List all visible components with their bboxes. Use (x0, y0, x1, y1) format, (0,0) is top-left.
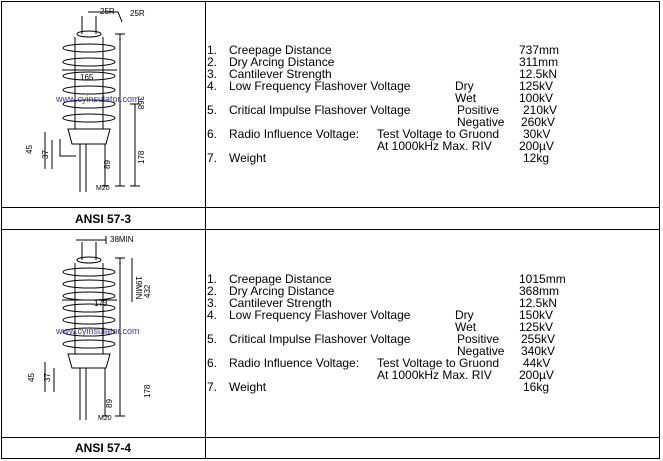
spec-value: 30kV (523, 127, 551, 141)
dim-label: 432 (143, 284, 152, 298)
dim-label: 38MIN (110, 235, 134, 244)
spec-value: 125kV (519, 320, 554, 334)
spec-value: 340kV (521, 344, 556, 358)
row-divider (1, 437, 660, 438)
spec-value: 311mm (519, 55, 559, 69)
spec-num: 6. (207, 127, 218, 141)
spec-condition: Dry (455, 79, 474, 93)
spec-num: 7. (207, 380, 218, 394)
spec-num: 2. (207, 284, 218, 298)
spec-label: Creepage Distance (229, 43, 332, 57)
spec-value: 210kV (523, 103, 558, 117)
spec-condition: Dry (455, 308, 474, 322)
spec-value: 16kg (523, 380, 550, 394)
dim-label: 178 (137, 150, 146, 164)
spec-value: 255kV (521, 332, 556, 346)
spec-condition: Positive (457, 332, 500, 346)
dim-label: 178 (143, 384, 152, 398)
spec-label: Low Frequency Flashover Voltage (229, 79, 411, 93)
insulator-drawing-57-3 (20, 4, 190, 202)
spec-num: 6. (207, 356, 218, 370)
dim-label: 25R (100, 7, 115, 16)
dim-label: 368 (136, 96, 145, 110)
dim-label: M20 (98, 415, 112, 422)
watermark: www.cyinsulator.com (56, 326, 140, 336)
spec-label: Critical Impulse Flashover Voltage (229, 103, 411, 117)
spec-value: 44kV (523, 356, 551, 370)
dim-label: 19MIN (134, 276, 143, 300)
spec-condition: Wet (455, 91, 477, 105)
spec-condition: Negative (457, 344, 505, 358)
spec-value: 200µV (519, 139, 554, 153)
spec-value: 100kV (519, 91, 554, 105)
spec-condition: Negative (457, 115, 505, 129)
section-divider (1, 229, 660, 230)
spec-condition: Test Voltage to Gruond (377, 127, 500, 141)
spec-condition: Positive (457, 103, 500, 117)
spec-num: 4. (207, 308, 218, 322)
spec-label: Cantilever Strength (229, 67, 332, 81)
spec-num: 1. (207, 43, 218, 57)
spec-value: 200µV (519, 368, 554, 382)
spec-value: 12.5kN (519, 67, 558, 81)
spec-label: Dry Arcing Distance (229, 55, 335, 69)
watermark: www.cyinsulator.com (56, 94, 140, 104)
spec-value: 12.5kN (519, 296, 558, 310)
spec-label: Low Frequency Flashover Voltage (229, 308, 411, 322)
spec-value: 12kg (523, 151, 550, 165)
spec-value: 150kV (519, 308, 554, 322)
spec-value: 737mm (519, 43, 560, 57)
dim-label: 89 (103, 160, 112, 169)
spec-num: 5. (207, 332, 218, 346)
dim-label: 173 (94, 299, 108, 308)
model-label: ANSI 57-4 (74, 441, 132, 455)
dim-label: 45 (25, 145, 34, 154)
spec-condition: Test Voltage to Gruond (377, 356, 500, 370)
spec-label: Creepage Distance (229, 272, 332, 286)
spec-condition: Wet (455, 320, 477, 334)
dim-label: 165 (80, 73, 94, 82)
insulator-drawing-57-4 (20, 232, 190, 432)
spec-num: 2. (207, 55, 218, 69)
spec-num: 3. (207, 296, 218, 310)
dim-label: 25R (130, 9, 145, 18)
spec-label: Weight (229, 151, 267, 165)
spec-num: 4. (207, 79, 218, 93)
spec-value: 260kV (521, 115, 556, 129)
spec-label: Critical Impulse Flashover Voltage (229, 332, 411, 346)
spec-num: 7. (207, 151, 218, 165)
spec-condition: At 1000kHz Max. RIV (377, 139, 492, 153)
dim-label: M20 (96, 185, 110, 192)
spec-condition: At 1000kHz Max. RIV (377, 368, 492, 382)
spec-num: 1. (207, 272, 218, 286)
model-label: ANSI 57-3 (74, 212, 132, 226)
row-divider (1, 207, 660, 208)
spec-label: Radio Influence Voltage: (229, 127, 360, 141)
dim-label: 37 (41, 150, 50, 159)
dim-label: 45 (27, 373, 36, 382)
spec-label: Dry Arcing Distance (229, 284, 335, 298)
spec-label: Radio Influence Voltage: (229, 356, 360, 370)
spec-label: Cantilever Strength (229, 296, 332, 310)
spec-value: 125kV (519, 79, 554, 93)
spec-value: 368mm (519, 284, 560, 298)
spec-num: 3. (207, 67, 218, 81)
column-divider (205, 1, 206, 459)
spec-value: 1015mm (519, 272, 566, 286)
dim-label: 37 (43, 373, 52, 382)
spec-num: 5. (207, 103, 218, 117)
dim-label: 89 (105, 399, 114, 408)
spec-label: Weight (229, 380, 267, 394)
